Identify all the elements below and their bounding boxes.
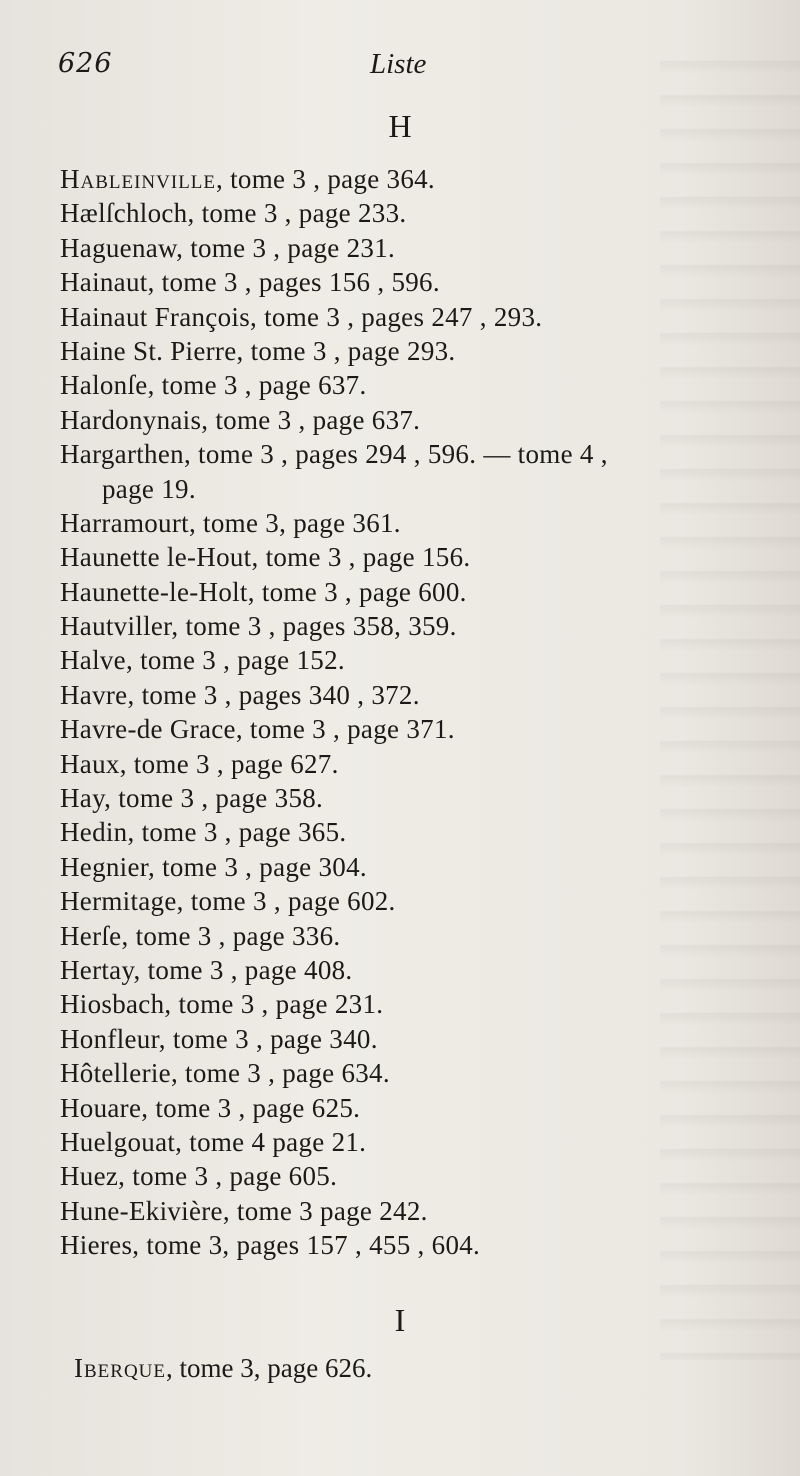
page-number: 626 xyxy=(58,48,113,79)
page-header xyxy=(58,48,758,88)
entry-ref: , tome 3 , page 233. xyxy=(187,198,407,229)
index-entry xyxy=(60,1228,780,1262)
section-letter-h: H xyxy=(388,108,412,144)
index-entry xyxy=(60,231,780,265)
index-entry xyxy=(60,919,780,953)
entry-name: Hertay xyxy=(60,954,134,985)
index-entry xyxy=(74,1351,372,1385)
entry-ref: , tome 3 , page 156. xyxy=(251,542,471,573)
entry-ref: , tome 3, page 361. xyxy=(188,507,401,538)
index-entry xyxy=(60,265,780,299)
index-entry xyxy=(60,1091,780,1125)
section-letter-i: I xyxy=(394,1302,406,1338)
index-list-h xyxy=(60,162,780,1263)
entry-ref: , tome 3 , page 634. xyxy=(170,1058,390,1089)
index-entry xyxy=(60,678,780,712)
entry-name: Hieres xyxy=(60,1230,133,1261)
entry-ref: , tome 3 , page 365. xyxy=(127,817,347,848)
entry-ref: , tome 3 , pages 156 , 596. xyxy=(147,267,440,298)
entry-ref: , tome 3 , page 627. xyxy=(119,748,339,779)
entry-ref: , tome 3 page 242. xyxy=(222,1195,428,1226)
entry-name: Herſe xyxy=(60,920,122,951)
entry-name: Hargarthen xyxy=(60,439,184,470)
index-entry xyxy=(60,368,780,402)
index-entry xyxy=(60,1194,780,1228)
entry-name: Hardonynais xyxy=(60,404,202,435)
entry-ref: , tome 3 , page 600. xyxy=(247,576,467,607)
entry-name: Haunette le-Hout xyxy=(60,542,252,573)
entry-ref: , tome 3 , page 625. xyxy=(141,1092,361,1123)
entry-name: Havre xyxy=(60,679,128,710)
entry-name: Huez xyxy=(60,1161,119,1192)
entry-name: Haguenaw xyxy=(60,232,177,263)
entry-ref: , tome 3 , page 231. xyxy=(176,232,396,263)
entry-ref: , tome 3 , pages 340 , 372. xyxy=(127,679,420,710)
index-entry xyxy=(60,334,780,368)
entry-ref: , tome 3 , page 408. xyxy=(133,954,353,985)
entry-name: Iberque xyxy=(74,1353,166,1383)
index-entry-continuation xyxy=(60,472,780,506)
index-entry xyxy=(60,815,780,849)
index-entry xyxy=(60,575,780,609)
index-entry xyxy=(60,1125,780,1159)
entry-ref: , tome 3 , page 602. xyxy=(176,886,396,917)
entry-name: Honfleur xyxy=(60,1023,159,1054)
entry-name: Halve xyxy=(60,645,126,676)
index-entry xyxy=(60,437,780,471)
entry-ref: , tome 3 , pages 358, 359. xyxy=(171,611,457,642)
entry-name: Harramourt xyxy=(60,507,189,538)
index-entry xyxy=(60,506,780,540)
entry-name: Hableinville xyxy=(60,164,217,194)
entry-name: Houare xyxy=(60,1092,142,1123)
entry-ref: , tome 4 page 21. xyxy=(175,1126,367,1157)
index-entry xyxy=(60,300,780,334)
entry-ref: , tome 3, pages 157 , 455 , 604. xyxy=(132,1230,481,1261)
index-entry xyxy=(60,781,780,815)
entry-name: Hune-Ekivière xyxy=(60,1195,223,1226)
index-entry xyxy=(60,850,780,884)
index-entry xyxy=(60,196,780,230)
index-entry xyxy=(60,953,780,987)
entry-name: Haine St. Pierre xyxy=(60,335,237,366)
entry-name: Haux xyxy=(60,748,120,779)
index-entry xyxy=(60,162,780,196)
index-entry xyxy=(60,712,780,746)
index-entry xyxy=(60,1022,780,1056)
entry-name: Huelgouat xyxy=(60,1126,176,1157)
entry-ref: , tome 3 , page 358. xyxy=(104,783,324,814)
entry-ref: , tome 3 , page 231. xyxy=(164,989,384,1020)
entry-name: Hainaut xyxy=(60,267,148,298)
entry-name: Hiosbach xyxy=(60,989,165,1020)
index-entry xyxy=(60,643,780,677)
entry-ref: , tome 3 , page 364. xyxy=(216,164,435,194)
entry-ref: , tome 3 , pages 247 , 293. xyxy=(250,301,543,332)
entry-name: Hedin xyxy=(60,817,128,848)
entry-ref: , tome 3 , page 605. xyxy=(118,1161,338,1192)
entry-ref: , tome 3 , page 293. xyxy=(236,335,456,366)
running-title: Liste xyxy=(370,48,427,80)
entry-name: Halonſe xyxy=(60,370,148,401)
entry-ref: page 19. xyxy=(102,473,196,504)
index-entry xyxy=(60,747,780,781)
entry-ref: , tome 3 , page 336. xyxy=(121,920,341,951)
entry-ref: , tome 3 , page 371. xyxy=(235,714,455,745)
entry-name: Hegnier xyxy=(60,851,148,882)
entry-ref: , tome 3 , page 304. xyxy=(147,851,367,882)
entry-name: Hælſchloch xyxy=(60,198,188,229)
index-entry xyxy=(60,987,780,1021)
index-entry xyxy=(60,1056,780,1090)
entry-name: Hautviller xyxy=(60,611,172,642)
entry-ref: , tome 3 , page 340. xyxy=(158,1023,378,1054)
entry-name: Hainaut François xyxy=(60,301,251,332)
entry-name: Havre-de Grace xyxy=(60,714,236,745)
entry-ref: , tome 3 , pages 294 , 596. — tome 4 , xyxy=(183,439,608,470)
entry-name: Hay xyxy=(60,783,105,814)
index-entry xyxy=(60,540,780,574)
entry-ref: , tome 3 , page 637. xyxy=(201,404,421,435)
entry-name: Hermitage xyxy=(60,886,177,917)
entry-name: Haunette-le-Holt xyxy=(60,576,248,607)
entry-ref: , tome 3, page 626. xyxy=(166,1353,373,1383)
index-entry xyxy=(60,609,780,643)
entry-ref: , tome 3 , page 152. xyxy=(125,645,345,676)
entry-ref: , tome 3 , page 637. xyxy=(147,370,367,401)
index-entry xyxy=(60,403,780,437)
index-entry xyxy=(60,884,780,918)
entry-name: Hôtellerie xyxy=(60,1058,171,1089)
index-entry xyxy=(60,1159,780,1193)
